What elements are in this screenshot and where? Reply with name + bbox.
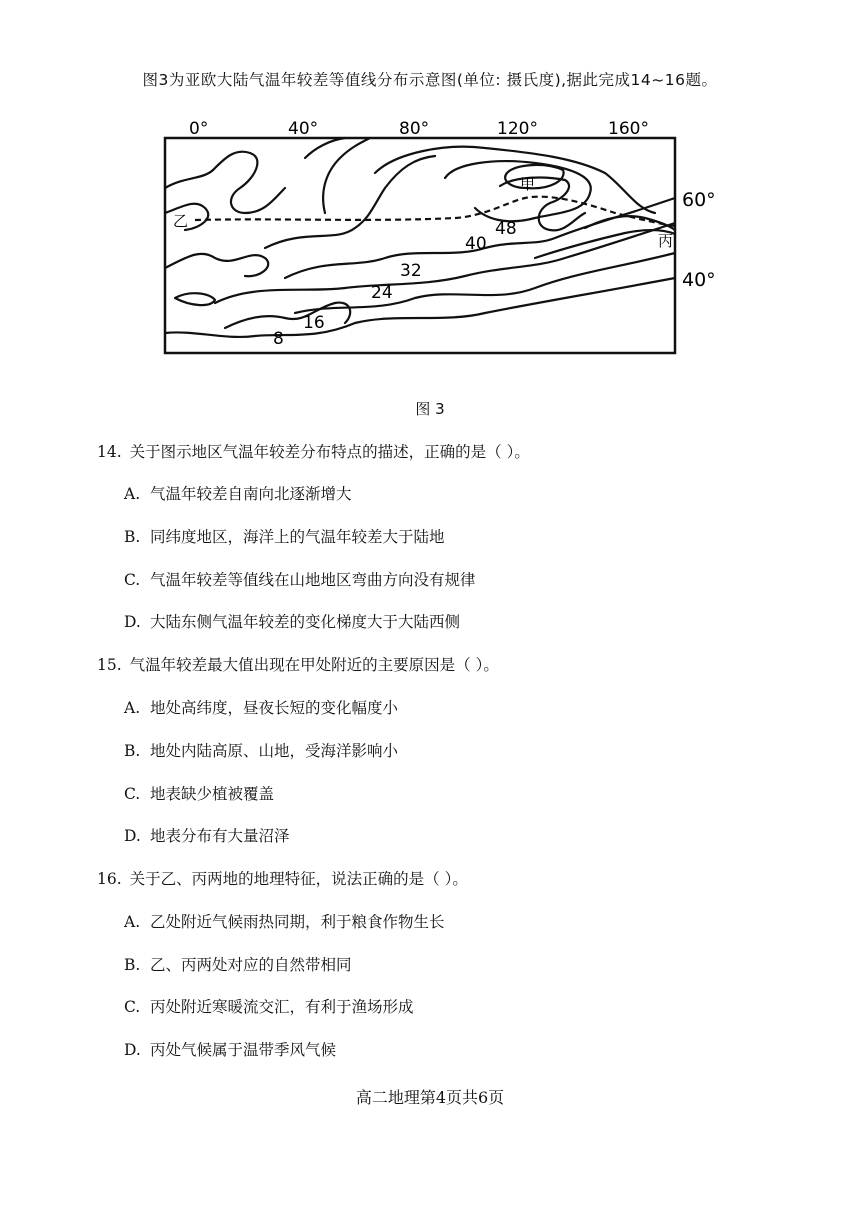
q15-option-a[interactable] <box>124 696 398 718</box>
isotherm-map-svg <box>155 118 725 378</box>
contour-16 <box>295 253 675 313</box>
option-letter: C. <box>124 785 141 803</box>
question-stem: 关于图示地区气温年较差分布特点的描述，正确的是（ ）。 <box>129 443 530 461</box>
q15-option-d[interactable] <box>124 824 290 846</box>
lat-label-40: 40° <box>682 269 716 291</box>
lon-label-40: 40° <box>288 119 319 139</box>
contour-label-16: 16 <box>303 313 325 333</box>
option-letter: D. <box>124 1041 141 1059</box>
contour-label-24: 24 <box>371 283 393 303</box>
question-16 <box>97 867 468 889</box>
contour-blob-west <box>175 293 215 305</box>
contour-label-32: 32 <box>400 261 422 281</box>
q14-option-a[interactable] <box>124 482 352 504</box>
option-text: 地处内陆高原、山地，受海洋影响小 <box>150 742 399 760</box>
contour-label-8: 8 <box>273 329 284 349</box>
contour-east-2 <box>535 230 675 258</box>
option-text: 气温年较差自南向北逐渐增大 <box>150 485 352 503</box>
option-text: 丙处附近寒暖流交汇，有利于渔场形成 <box>150 998 414 1016</box>
option-letter: D. <box>124 827 141 845</box>
contour-40 <box>445 161 591 221</box>
option-letter: B. <box>124 956 141 974</box>
contour-top-1 <box>305 138 345 158</box>
place-label-yi: 乙 <box>173 212 189 230</box>
option-text: 大陆东侧气温年较差的变化梯度大于大陆西侧 <box>150 613 461 631</box>
q15-option-c[interactable] <box>124 782 274 804</box>
q16-option-a[interactable] <box>124 910 445 932</box>
lat-label-60: 60° <box>682 189 716 211</box>
contour-west-1 <box>165 152 285 213</box>
option-letter: B. <box>124 742 141 760</box>
lon-label-120: 120° <box>497 119 538 139</box>
contour-center-1 <box>323 138 370 213</box>
question-14 <box>97 440 530 462</box>
option-letter: D. <box>124 613 141 631</box>
option-letter: B. <box>124 528 141 546</box>
option-text: 地表缺少植被覆盖 <box>150 785 275 803</box>
place-label-bing: 丙 <box>658 232 674 250</box>
option-letter: A. <box>124 485 141 503</box>
q14-option-b[interactable] <box>124 525 445 547</box>
question-number: 14. <box>97 443 122 461</box>
lon-label-80: 80° <box>399 119 430 139</box>
option-text: 乙、丙两处对应的自然带相同 <box>150 956 352 974</box>
q16-option-b[interactable] <box>124 953 352 975</box>
q14-option-d[interactable] <box>124 610 460 632</box>
option-text: 乙处附近气候雨热同期，利于粮食作物生长 <box>150 913 445 931</box>
question-stem: 气温年较差最大值出现在甲处附近的主要原因是（ ）。 <box>129 656 499 674</box>
intro-text: 图3为亚欧大陆气温年较差等值线分布示意图(单位: 摄氏度),据此完成14~16题。 <box>142 71 718 89</box>
contour-8 <box>165 278 675 337</box>
q16-option-d[interactable] <box>124 1038 336 1060</box>
q16-option-c[interactable] <box>124 995 414 1017</box>
q14-option-c[interactable] <box>124 568 476 590</box>
option-text: 地处高纬度，昼夜长短的变化幅度小 <box>150 699 399 717</box>
q15-option-b[interactable] <box>124 739 398 761</box>
option-text: 气温年较差等值线在山地地区弯曲方向没有规律 <box>150 571 476 589</box>
contour-west-3 <box>165 254 268 276</box>
question-number: 16. <box>97 870 122 888</box>
figure-caption: 图 3 <box>415 400 445 418</box>
page-footer: 高二地理第4页共6页 <box>355 1088 505 1107</box>
place-label-jia: 甲 <box>520 175 536 193</box>
question-15 <box>97 653 499 675</box>
question-stem: 关于乙、丙两地的地理特征，说法正确的是（ ）。 <box>129 870 468 888</box>
option-text: 地表分布有大量沼泽 <box>150 827 290 845</box>
lon-label-0: 0° <box>189 119 209 139</box>
isotherm-map <box>155 118 725 378</box>
option-text: 丙处气候属于温带季风气候 <box>150 1041 337 1059</box>
option-letter: C. <box>124 998 141 1016</box>
option-text: 同纬度地区，海洋上的气温年较差大于陆地 <box>150 528 445 546</box>
contour-label-40: 40 <box>465 234 487 254</box>
lon-label-160: 160° <box>608 119 649 139</box>
contour-label-48: 48 <box>495 219 517 239</box>
option-letter: A. <box>124 699 141 717</box>
option-letter: C. <box>124 571 141 589</box>
contour-16-left <box>225 303 350 328</box>
option-letter: A. <box>124 913 141 931</box>
contour-center-2 <box>265 156 435 248</box>
question-number: 15. <box>97 656 122 674</box>
